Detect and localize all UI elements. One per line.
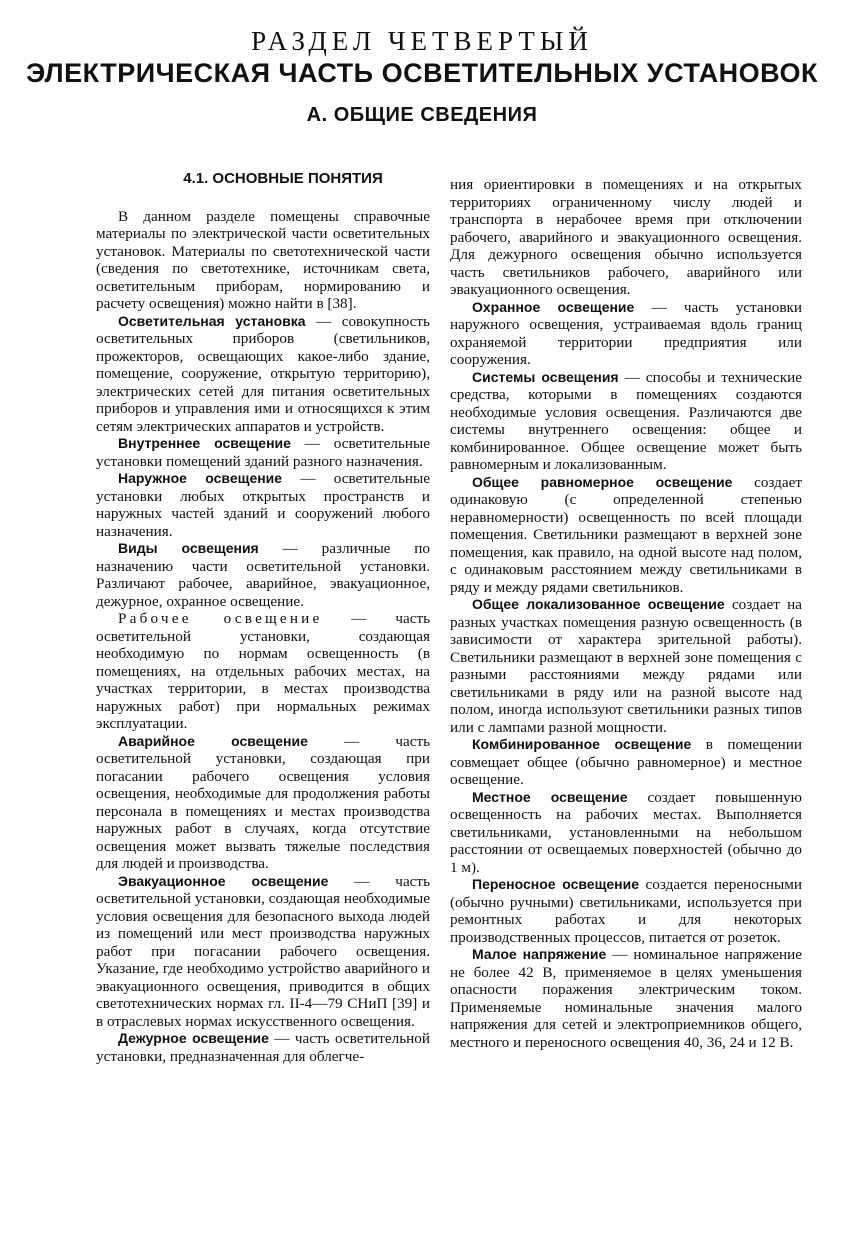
definition-term: Наружное освещение	[118, 470, 283, 486]
definition-term: Охранное освещение	[472, 298, 635, 315]
definition-text: создает на разных участках помещения разную освещенность (в зависимости от характера зрительной работы). Светильники размещают в верхней зоне помещения с разными расстояниями между рядами или светильниками в ряду или на разной высоте над полом, иногда используют светильники разных типов или с лампами разной мощности.	[450, 596, 802, 736]
definition-text: создает одинаковую (с определенной степенью неравномерности) освещенность по всей площади помещения. Светильники размещают в верхней зоне помещения, как правило, на одной высоте над полом, с одинаковым расстоянием между светильниками в ряду и между рядами светильников.	[450, 473, 802, 596]
definition-term: Комбинированное освещение	[472, 736, 692, 752]
definition-text: — осветительные установки любых открытых пространств и наружных частей зданий и сооружений любого назначения.	[96, 470, 430, 540]
paragraph-definition	[450, 596, 802, 736]
definition-term: Рабочее освещение	[118, 610, 323, 627]
subsection-title: А. ОБЩИЕ СВЕДЕНИЯ	[306, 104, 538, 126]
paragraph-definition	[96, 540, 430, 610]
definition-text: — номинальное напряжение не более 42 В, применяемое в целях уменьшения опасности поражения электрическим током. Применяемые номинальные значения малого напряжения для сетей и электроприемников общего, местного и переносного освещения 40, 36, 24 и 12 В.	[450, 946, 802, 1051]
definition-term: Малое напряжение	[472, 946, 607, 962]
right-column	[450, 176, 802, 1256]
definition-term: Дежурное освещение	[118, 1030, 269, 1046]
definition-term: Внутреннее освещение	[118, 435, 291, 451]
section-title: ЭЛЕКТРИЧЕСКАЯ ЧАСТЬ ОСВЕТИТЕЛЬНЫХ УСТАНОВОК	[25, 58, 818, 88]
definition-term: Виды освещения	[118, 540, 259, 556]
definition-text: — часть установки наружного освещения, устраиваемая вдоль границ охраняемой территории предприятия или сооружения.	[450, 298, 802, 368]
definition-text: — часть осветительной установки, создающая необходимые условия освещения для безопасного выхода людей из помещений или мест производства наружных работ при погасании рабочего освещения. Указание, где необходимо устройство аварийного и эвакуационного освещения, приводится в общих светотехнических нормах гл. II-4—79 СНиП [39] и в отраслевых нормах искусственного освещения.	[96, 872, 430, 1030]
definition-text: — способы и технические средства, которыми в помещениях создаются необходимые условия освещения. Различаются две системы внутреннего освещения: общее и комбинированное. Общее освещение может быть равномерным и локализованным.	[450, 368, 802, 473]
left-column	[96, 170, 430, 1250]
paragraph-definition	[450, 299, 802, 369]
definition-text: — совокупность осветительных приборов (светильников, прожекторов, освещающих какое-либо здание, помещение, сооружение, открытую территорию), электрических сетей для питания осветительных приборов и управления ими и относящихся к этим сетям электрических аппаратов и устройств.	[96, 312, 430, 435]
paragraph-definition	[450, 369, 802, 474]
definition-term: Общее локализованное освещение	[472, 596, 725, 612]
paragraph-definition	[96, 733, 430, 873]
paragraph-definition	[96, 470, 430, 540]
definition-term: Местное освещение	[472, 788, 628, 805]
paragraph-definition	[450, 789, 802, 877]
definition-text: — часть осветительной установки, предназначенная для облегче-	[96, 1030, 430, 1065]
paragraph-definition	[96, 610, 430, 733]
paragraph-definition	[450, 876, 802, 946]
subsection-heading: 4.1. ОСНОВНЫЕ ПОНЯТИЯ	[183, 170, 383, 187]
definition-text: — различные по назначению части осветительной установки. Различают рабочее, аварийное, эвакуационное, дежурное, охранное освещение.	[96, 540, 430, 610]
paragraph-continuation: ния ориентировки в помещениях и на открытых территориях ограниченному числу людей и транспорта в нерабочее время при отключении рабочего, аварийного и эвакуационного освещения. Для дежурного освещения обычно используется часть светильников рабочего, аварийного или эвакуационного освещения.	[450, 176, 802, 298]
definition-term: Осветительная установка	[118, 312, 306, 329]
paragraph-definition	[450, 736, 802, 789]
paragraph-definition	[96, 1030, 430, 1065]
paragraph-definition	[96, 873, 430, 1031]
definition-term: Переносное освещение	[472, 876, 640, 892]
definition-term: Эвакуационное освещение	[118, 872, 329, 889]
definition-text: создается переносными (обычно ручными) светильниками, используется при ремонтных работах и для некоторых производственных процессов, питается от розеток.	[450, 876, 802, 946]
paragraph-text: В данном разделе помещены справочные материалы по электрической части осветительных установок. Материалы по светотехнической части (сведения по светотехнике, источникам света, осветительным приборам, нормированию и расчету освещения) можно найти в [38].	[96, 207, 430, 312]
paragraph-definition	[450, 946, 802, 1051]
definition-text: — осветительные установки помещений зданий разного назначения.	[96, 435, 430, 470]
definition-term: Общее равномерное освещение	[472, 473, 733, 490]
definition-term: Аварийное освещение	[118, 732, 308, 749]
paragraph-definition	[96, 313, 430, 436]
paragraph-definition	[96, 435, 430, 470]
paragraph-definition	[450, 474, 802, 597]
definition-text: — часть осветительной установки, создающая при погасании рабочего освещения условия освещения, необходимые для продолжения работы персонала в помещениях и местах производства наружных работ в случаях, когда отсутствие освещения может вызвать тяжелые последствия для людей и производства.	[96, 732, 430, 872]
definition-term: Системы освещения	[472, 368, 619, 385]
definition-text: создает повышенную освещенность на рабочих местах. Выполняется светильниками, установленными на небольшом расстоянии от освещаемых поверхностей (обычно до 1 м).	[450, 788, 802, 876]
paragraph-intro	[96, 208, 430, 313]
section-label: РАЗДЕЛ ЧЕТВЕРТЫЙ	[251, 26, 593, 56]
definition-text: — часть осветительной установки, создающая необходимую по нормам освещенность (в помещениях, на отдельных рабочих местах, на участках территории, в местах производства наружных работ) при нормальных режимах эксплуатации.	[96, 610, 430, 732]
definition-text: в помещении совмещает общее (обычно равномерное) и местное освещение.	[450, 736, 802, 788]
